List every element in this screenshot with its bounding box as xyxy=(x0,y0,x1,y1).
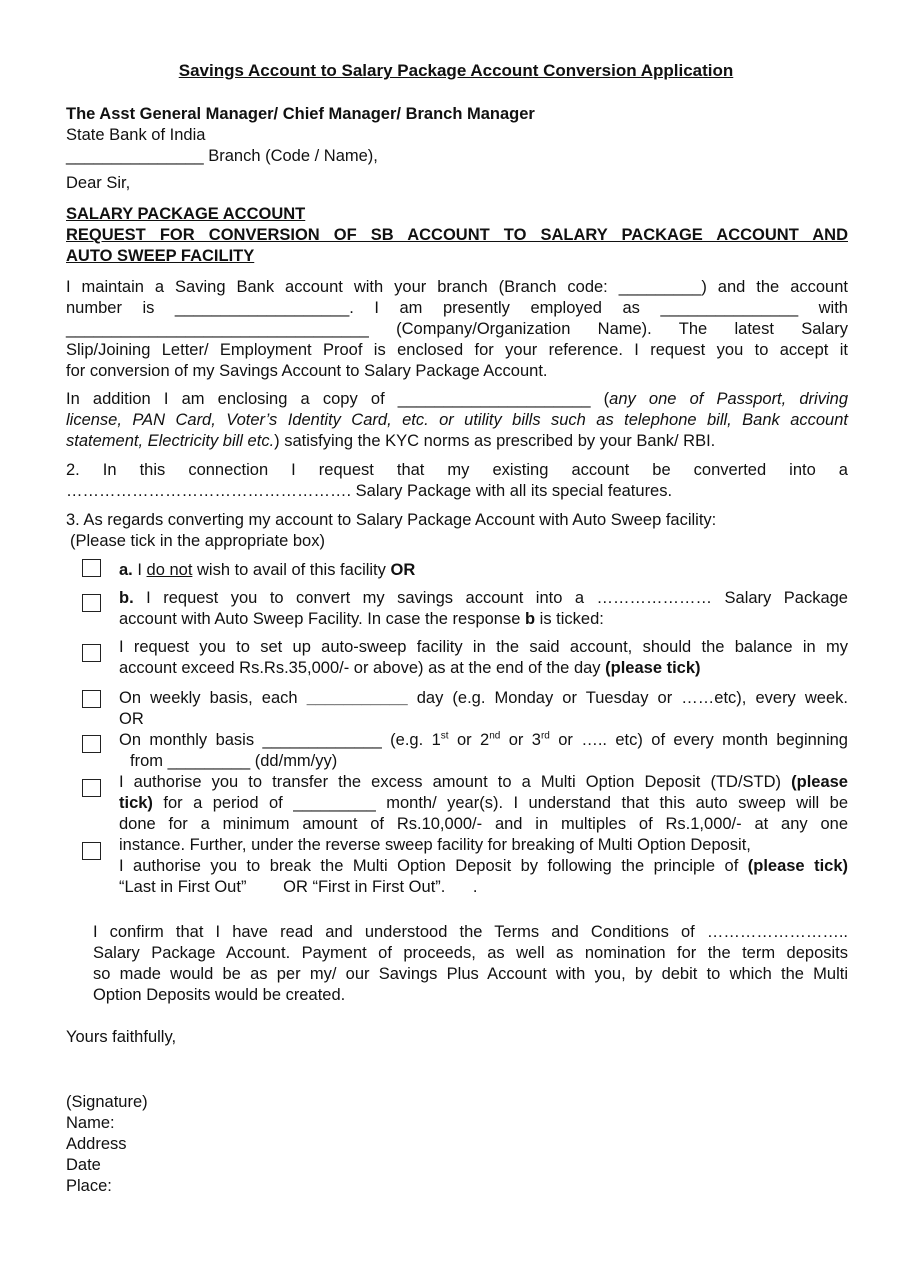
auto-sweep-line: I request you to set up auto-sweep facility in the said account, should the balance in my xyxy=(119,638,848,656)
para2-line xyxy=(66,389,848,410)
option-a-checkbox[interactable] xyxy=(82,559,101,577)
option-a-pre: I xyxy=(132,561,147,579)
option-b-label: b. xyxy=(119,589,134,607)
para4-line: 3. As regards converting my account to Salary Package Account with Auto Sweep facility: xyxy=(66,511,717,529)
auto-sweep-checkbox[interactable] xyxy=(82,644,101,662)
option-b-line2-post: is ticked: xyxy=(535,610,604,628)
monthly-post: or ….. etc) of every month beginning xyxy=(549,731,848,749)
sup-rd: rd xyxy=(540,730,550,742)
confirm-line: Salary Package Account. Payment of proceeds, as well as nomination for the term deposits xyxy=(93,944,848,962)
mod-line xyxy=(119,793,848,814)
mod-line: instance. Further, under the reverse sweep facility for breaking of Multi Option Deposit, xyxy=(119,836,751,854)
weekly-pre: On weekly basis, each xyxy=(119,689,307,707)
account-details-paragraph xyxy=(66,277,848,382)
monthly-basis-checkbox[interactable] xyxy=(82,735,101,753)
option-a-or: OR xyxy=(390,561,416,579)
option-b-line2-pre: account with Auto Sweep Facility. In case the response xyxy=(119,610,525,628)
mod-line2-b: tick) xyxy=(119,794,153,812)
addressee-block xyxy=(66,104,535,167)
weekly-basis-text xyxy=(119,688,848,730)
para1-line: _________________________________ (Company/Organization Name). The latest Salary xyxy=(66,320,848,338)
kyc-paragraph xyxy=(66,389,848,452)
conversion-paragraph xyxy=(66,460,848,502)
para2-line: license, PAN Card, Voter’s Identity Card, etc. or utility bills such as telephone bill, Bank account xyxy=(66,411,848,429)
salutation: Dear Sir, xyxy=(66,174,131,192)
para3-line: ……………………………………………. Salary Package with all its special features. xyxy=(66,482,673,500)
multi-option-deposit-text xyxy=(119,772,848,898)
sup-nd: nd xyxy=(489,730,501,742)
monthly-pre: On monthly basis _____________ (e.g. 1 xyxy=(119,731,441,749)
closing: Yours faithfully, xyxy=(66,1028,177,1046)
reverse-tick: (please tick) xyxy=(747,857,849,875)
weekly-blank: ___________ xyxy=(306,689,408,707)
sup-st: st xyxy=(440,730,449,742)
monthly-from-line: from _________ (dd/mm/yy) xyxy=(130,752,338,770)
mod-line1-pre: I authorise you to transfer the excess amount to a Multi Option Deposit (TD/STD) xyxy=(119,773,792,791)
para2-rest: ) satisfying the KYC norms as prescribed by your Bank/ RBI. xyxy=(274,432,716,450)
subject-heading xyxy=(66,204,848,267)
page-title: Savings Account to Salary Package Account Conversion Application xyxy=(178,61,734,80)
option-b-checkbox[interactable] xyxy=(82,594,101,612)
option-a-post: wish to avail of this facility xyxy=(192,561,391,579)
reverse-sweep-checkbox[interactable] xyxy=(82,842,101,860)
confirm-line: I confirm that I have read and understood the Terms and Conditions of …………………….. xyxy=(93,923,848,941)
auto-sweep-line xyxy=(119,658,848,679)
confirm-line: so made would be as per my/ our Savings Plus Account with you, by debit to which the Multi xyxy=(93,965,848,983)
monthly-mid1: or 2 xyxy=(448,731,490,749)
option-a-label: a. xyxy=(119,561,133,579)
mod-line1-b: (please xyxy=(791,773,848,791)
date-label: Date xyxy=(66,1156,101,1174)
multi-option-deposit-checkbox[interactable] xyxy=(82,779,101,797)
mod-line xyxy=(119,772,848,793)
para4-line: (Please tick in the appropriate box) xyxy=(70,532,325,550)
para1-line: Slip/Joining Letter/ Employment Proof is enclosed for your reference. I request you to accept it xyxy=(66,341,848,359)
signature-label: (Signature) xyxy=(66,1093,148,1111)
please-tick-label: (please tick) xyxy=(605,659,701,677)
auto-sweep-paragraph xyxy=(66,510,848,552)
weekly-line xyxy=(119,688,848,709)
place-label: Place: xyxy=(66,1177,112,1195)
confirm-line: Option Deposits would be created. xyxy=(93,986,346,1004)
weekly-post: day (e.g. Monday or Tuesday or ……etc), every week. xyxy=(407,689,848,707)
weekly-basis-checkbox[interactable] xyxy=(82,690,101,708)
monthly-mid2: or 3 xyxy=(500,731,541,749)
weekly-or: OR xyxy=(119,710,144,728)
addressee-title: The Asst General Manager/ Chief Manager/ Branch Manager xyxy=(66,105,535,123)
signature-block xyxy=(66,1092,148,1197)
subject-line-3: AUTO SWEEP FACILITY xyxy=(66,247,255,265)
name-label: Name: xyxy=(66,1114,115,1132)
para1-line: number is ___________________. I am presently employed as _______________ with xyxy=(66,299,848,317)
auto-sweep-text xyxy=(119,637,848,679)
subject-line-2: REQUEST FOR CONVERSION OF SB ACCOUNT TO SALARY PACKAGE ACCOUNT AND xyxy=(66,226,848,244)
confirmation-paragraph xyxy=(93,922,848,1006)
lifo-fifo-line: “Last in First Out” OR “First in First Out”. . xyxy=(119,878,478,896)
mod-line2-post: for a period of _________ month/ year(s). I understand that this auto sweep will be xyxy=(152,794,848,812)
option-a-text xyxy=(119,560,848,581)
monthly-basis-text xyxy=(119,730,848,772)
auto-sweep-line2: account exceed Rs.Rs.35,000/- or above) as at the end of the day xyxy=(119,659,606,677)
para1-line: I maintain a Saving Bank account with your branch (Branch code: _________) and the account xyxy=(66,278,848,296)
option-b-line xyxy=(119,588,848,609)
option-a-do-not: do not xyxy=(146,561,193,579)
para2-line xyxy=(66,431,848,452)
subject-line-1: SALARY PACKAGE ACCOUNT xyxy=(66,205,306,223)
reverse-sweep-line xyxy=(119,856,848,877)
option-b-line2-b: b xyxy=(525,610,536,628)
option-b-text xyxy=(119,588,848,630)
monthly-line xyxy=(119,730,848,751)
option-b-line1: I request you to convert my savings account into a ………………… Salary Package xyxy=(133,589,848,607)
para1-line: for conversion of my Savings Account to Salary Package Account. xyxy=(66,362,548,380)
reverse-pre: I authorise you to break the Multi Option Deposit by following the principle of xyxy=(119,857,748,875)
para2-italic: statement, Electricity bill etc. xyxy=(66,432,275,450)
branch-line: _______________ Branch (Code / Name), xyxy=(66,147,378,165)
option-b-line xyxy=(119,609,848,630)
address-label: Address xyxy=(66,1135,127,1153)
para2-start: In addition I am enclosing a copy of _____________________ ( xyxy=(66,390,610,408)
para3-line: 2. In this connection I request that my existing account be converted into a xyxy=(66,461,848,479)
para2-italic: any one of Passport, driving xyxy=(609,390,848,408)
bank-name: State Bank of India xyxy=(66,126,206,144)
mod-line: done for a minimum amount of Rs.10,000/- and in multiples of Rs.1,000/- at any one xyxy=(119,815,848,833)
